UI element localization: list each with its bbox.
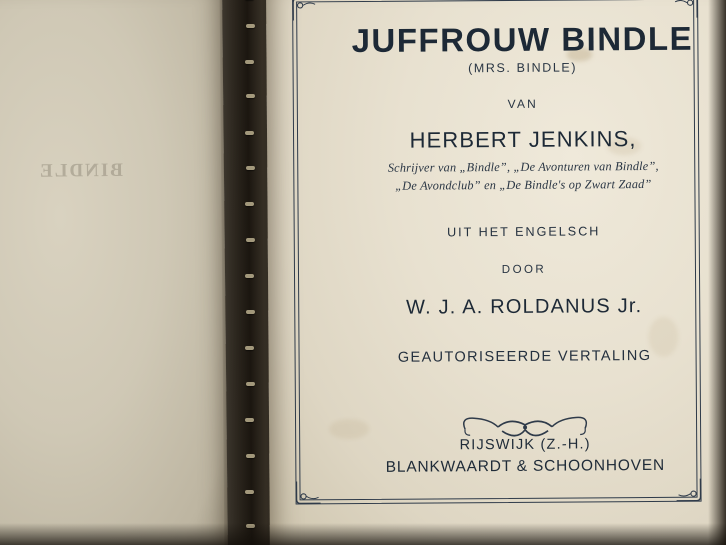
facing-blank-page (0, 0, 228, 545)
imprint-city: RIJSWIJK (Z.-H.) (459, 436, 591, 454)
binding-stitching (244, 0, 258, 545)
corner-ornament-icon (672, 477, 702, 503)
decorative-border-frame (292, 0, 702, 504)
title-block (333, 14, 714, 449)
corner-ornament-icon (291, 0, 321, 22)
title-page (266, 0, 726, 545)
author-works-line-1: Schrijver van „Bindle”, „De Avonturen van Bindle”, (387, 158, 659, 175)
imprint-publisher: BLANKWAARDT & SCHOONHOVEN (385, 456, 666, 476)
edition-note: GEAUTORISEERDE VERTALING (397, 347, 652, 366)
author-works-line-2: „De Avondclub” en „De Bindle's op Zwart Zaad” (395, 176, 652, 193)
page-edge-shadow-bottom (0, 523, 726, 545)
corner-ornament-icon (294, 479, 324, 505)
book-title: JUFFROUW BINDLE (351, 19, 694, 60)
by-label: VAN (507, 96, 539, 111)
imprint-block (336, 436, 714, 478)
show-through-text: BINDLE (37, 159, 124, 182)
translator-name: W. J. A. ROLDANUS Jr. (405, 294, 643, 319)
author-name: HERBERT JENKINS, (409, 126, 637, 153)
page-edge-shadow-right (708, 0, 726, 545)
translator-by-label: DOOR (501, 262, 547, 276)
book-subtitle: (MRS. BINDLE) (468, 60, 578, 76)
translated-from-label: UIT HET ENGELSCH (447, 223, 601, 240)
